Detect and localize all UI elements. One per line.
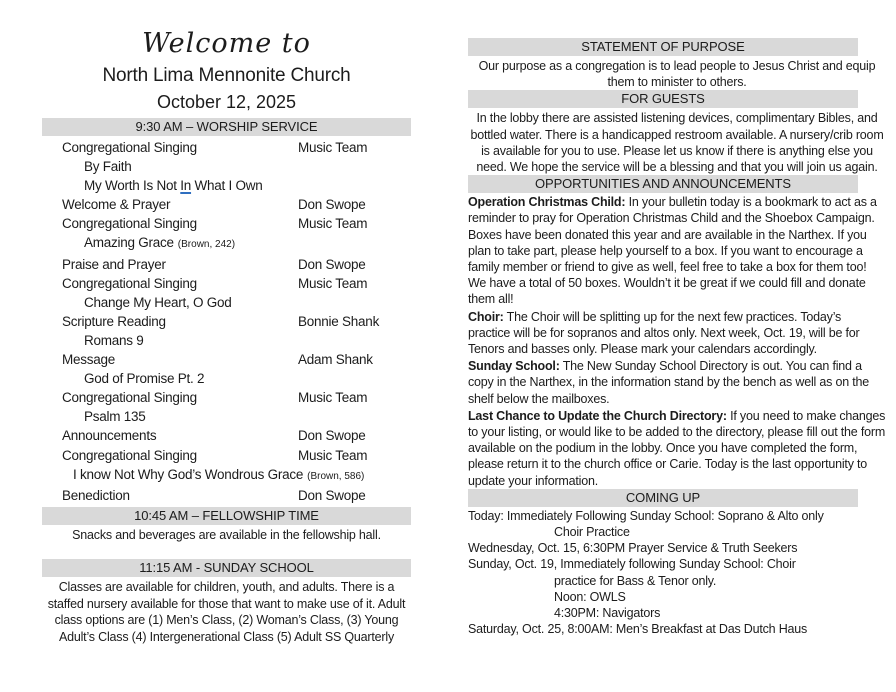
service-person: Adam Shank bbox=[298, 352, 373, 368]
song-title bbox=[42, 157, 411, 176]
announcement-lead: Operation Christmas Child: bbox=[468, 195, 626, 210]
song-text: What I Own bbox=[191, 178, 263, 194]
service-person: Don Swope bbox=[298, 487, 366, 503]
right-column bbox=[468, 0, 886, 638]
song-title bbox=[42, 233, 411, 254]
service-row bbox=[42, 446, 411, 465]
song-title bbox=[42, 176, 411, 195]
service-person: Don Swope bbox=[298, 428, 366, 444]
service-row bbox=[42, 486, 411, 505]
service-item-label: Congregational Singing bbox=[62, 140, 197, 155]
service-person: Music Team bbox=[298, 390, 368, 406]
worship-service-order bbox=[42, 138, 411, 505]
announcements-header: OPPORTUNITIES AND ANNOUNCEMENTS bbox=[468, 175, 858, 193]
song-title bbox=[42, 293, 411, 312]
song-title bbox=[42, 465, 411, 486]
service-row bbox=[42, 214, 411, 233]
statement-of-purpose-text: Our purpose as a congregation is to lead people to Jesus Christ and equip them to minister to others. bbox=[478, 59, 876, 90]
coming-up-item: Saturday, Oct. 25, 8:00AM: Men’s Breakfast at Das Dutch Haus bbox=[468, 622, 808, 637]
announcement-text: The New Sunday School Directory is out. You can find a copy in the Narthex, in the information stand by the bench as well as on the shelf below the mailboxes. bbox=[468, 359, 870, 406]
hymnal-reference: (Brown, 242) bbox=[177, 239, 236, 251]
service-row bbox=[42, 426, 411, 445]
fellowship-time-header: 10:45 AM – FELLOWSHIP TIME bbox=[42, 507, 411, 525]
service-item-label: Congregational Singing bbox=[62, 447, 197, 463]
service-row bbox=[42, 350, 411, 369]
service-item-label: Benediction bbox=[62, 487, 130, 503]
song-text: God of Promise Pt. 2 bbox=[84, 371, 205, 387]
announcement-lead: Sunday School: bbox=[468, 359, 560, 374]
coming-up-item-continuation: practice for Bass & Tenor only. bbox=[554, 573, 717, 588]
service-row bbox=[42, 195, 411, 214]
service-person: Don Swope bbox=[298, 256, 366, 272]
service-person: Music Team bbox=[298, 216, 368, 232]
bulletin-date: October 12, 2025 bbox=[156, 92, 297, 112]
scripture-passage bbox=[42, 331, 411, 350]
church-name: North Lima Mennonite Church bbox=[102, 65, 351, 86]
announcement-lead: Choir: bbox=[468, 309, 504, 324]
song-text: Psalm 135 bbox=[84, 409, 146, 425]
announcement-text: The Choir will be splitting up for the next few practices. Today’s practice will be for sopranos and altos only. Next week, Oct. 19, will be for Tenors and basses only. Please mark your calendars accordingly. bbox=[468, 309, 860, 357]
grammar-underlined-word: In bbox=[180, 178, 192, 194]
announcement-sunday-school bbox=[468, 358, 886, 407]
service-item-label: Scripture Reading bbox=[62, 313, 166, 329]
statement-of-purpose-header: STATEMENT OF PURPOSE bbox=[468, 38, 858, 56]
service-row bbox=[42, 388, 411, 407]
coming-up-item: Wednesday, Oct. 15, 6:30PM Prayer Service & Truth Seekers bbox=[468, 541, 798, 556]
announcements-section bbox=[468, 194, 886, 489]
song-text: Change My Heart, O God bbox=[84, 294, 232, 310]
service-row bbox=[42, 255, 411, 274]
service-person: Music Team bbox=[298, 275, 368, 291]
fellowship-text: Snacks and beverages are available in the fellowship hall. bbox=[72, 527, 381, 542]
song-text: Romans 9 bbox=[84, 332, 144, 348]
hymnal-reference: (Brown, 586) bbox=[307, 470, 365, 482]
service-item-label: Congregational Singing bbox=[62, 216, 197, 232]
service-item-label: Welcome & Prayer bbox=[62, 197, 171, 213]
service-person: Don Swope bbox=[298, 197, 366, 213]
message-title bbox=[42, 369, 411, 388]
service-item-label: Announcements bbox=[62, 428, 157, 444]
coming-up-item-continuation: Noon: OWLS bbox=[554, 589, 626, 604]
song-title bbox=[42, 407, 411, 426]
announcement-text: If you need to make changes to your listing, or would like to be added to the directory, please fill out the form available on the podium in the lobby. Once you have completed the form, please return it to the church office or Carie. Today is the last opportunity to update your information. bbox=[468, 408, 886, 488]
song-text: Amazing Grace bbox=[84, 235, 174, 251]
announcement-church-directory bbox=[468, 408, 886, 489]
announcement-choir bbox=[468, 309, 886, 358]
announcement-operation-christmas-child bbox=[468, 194, 886, 307]
left-column bbox=[42, 0, 411, 645]
sunday-school-header: 11:15 AM - SUNDAY SCHOOL bbox=[42, 559, 411, 577]
sunday-school-text: Classes are available for children, youth, and adults. There is a staffed nursery available for those that want to make use of it. Adult class options are (1) Men’s Class, (2) Woman’s Class, (3) Young Adult’s Class (4) Intergenerational Class (5) Adult SS Quarterly bbox=[47, 580, 406, 644]
welcome-script-title: Welcome to bbox=[142, 28, 311, 59]
song-text: My Worth Is Not bbox=[84, 178, 181, 194]
coming-up-section bbox=[468, 508, 886, 638]
service-row bbox=[42, 312, 411, 331]
coming-up-item: Sunday, Oct. 19, Immediately following Sunday School: Choir bbox=[468, 557, 796, 572]
for-guests-text: In the lobby there are assisted listening devices, complimentary Bibles, and bottled water. There is a handicapped restroom available. A nursery/crib room is available for you to use. Please let us know if there is anything else you need. We hope the service will be a blessing and that you will join us again. bbox=[470, 111, 884, 175]
service-item-label: Congregational Singing bbox=[62, 275, 197, 291]
coming-up-header: COMING UP bbox=[468, 489, 858, 507]
coming-up-item-continuation: 4:30PM: Navigators bbox=[554, 606, 661, 621]
service-person: Bonnie Shank bbox=[298, 313, 380, 329]
service-item-label: Message bbox=[62, 352, 116, 368]
announcement-lead: Last Chance to Update the Church Directory: bbox=[468, 408, 727, 423]
service-row bbox=[42, 274, 411, 293]
service-person: Music Team bbox=[298, 140, 368, 155]
for-guests-header: FOR GUESTS bbox=[468, 90, 858, 108]
coming-up-item: Today: Immediately Following Sunday School: Soprano & Alto only bbox=[468, 508, 824, 523]
worship-service-header: 9:30 AM – WORSHIP SERVICE bbox=[42, 118, 411, 136]
service-item-label: Praise and Prayer bbox=[62, 256, 166, 272]
service-row bbox=[42, 138, 411, 157]
song-text: I know Not Why God’s Wondrous Grace bbox=[73, 466, 304, 482]
service-item-label: Congregational Singing bbox=[62, 390, 197, 406]
service-person: Music Team bbox=[298, 447, 368, 463]
announcement-text: In your bulletin today is a bookmark to act as a reminder to pray for Operation Christmas Child and the Shoebox Campaign. Boxes have been donated this year and are available in the Narthex. If you plan to take part, please help yourself to a box. If you want to encourage a family member or friend to give as well, feel free to take a box for them too! We have a total of 50 boxes. Wouldn’t it be great if we could fill and donate them all! bbox=[468, 195, 877, 307]
coming-up-item-continuation: Choir Practice bbox=[554, 525, 630, 540]
song-text: By Faith bbox=[84, 159, 132, 175]
